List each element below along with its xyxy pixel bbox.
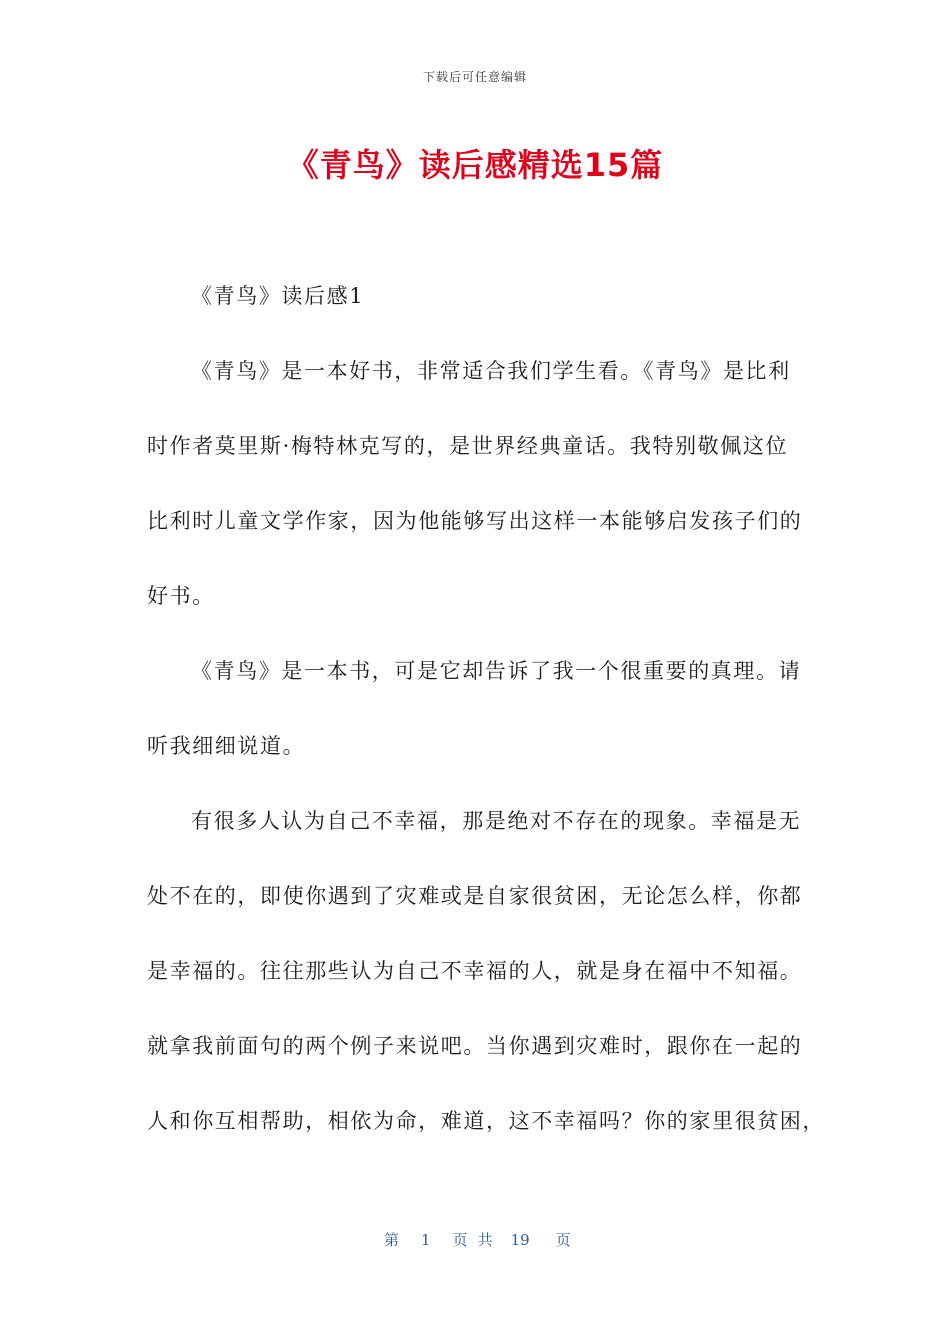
footer-page-label: 页 — [555, 1231, 571, 1249]
paragraph-line: 是幸福的。往往那些认为自己不幸福的人，就是身在福中不知福。 — [147, 959, 803, 983]
paragraph-line: 处不在的，即使你遇到了灾难或是自家很贫困，无论怎么样，你都 — [147, 884, 803, 908]
document-title: 《青鸟》读后感精选15篇 — [286, 146, 664, 184]
header-note: 下载后可任意编辑 — [422, 70, 527, 84]
paragraph-line: 比利时儿童文学作家，因为他能够写出这样一本能够启发孩子们的 — [147, 509, 803, 533]
footer-total-label: 共 — [477, 1231, 493, 1249]
paragraph-line: 人和你互相帮助，相依为命，难道，这不幸福吗？你的家里很贫困， — [147, 1109, 825, 1133]
footer-page-label: 第 — [384, 1231, 400, 1249]
paragraph-line: 《青鸟》是一本好书，非常适合我们学生看。《青鸟》是比利 — [191, 359, 791, 383]
page-footer — [384, 1229, 571, 1250]
paragraph-line: 有很多人认为自己不幸福，那是绝对不存在的现象。幸福是无 — [191, 809, 802, 833]
paragraph-line: 听我细细说道。 — [147, 734, 306, 758]
document-body — [147, 278, 825, 1178]
footer-total-pages: 19 — [510, 1231, 530, 1249]
paragraph-line: 就拿我前面句的两个例子来说吧。当你遇到灾难时，跟你在一起的 — [147, 1034, 803, 1058]
footer-current-page: 1 — [421, 1231, 431, 1249]
section-heading: 《青鸟》读后感1 — [191, 284, 365, 308]
footer-page-label: 页 — [452, 1231, 468, 1249]
paragraph-line: 《青鸟》是一本书，可是它却告诉了我一个很重要的真理。请 — [191, 659, 802, 683]
paragraph-line: 时作者莫里斯·梅特林克写的，是世界经典童话。我特别敬佩这位 — [147, 434, 789, 458]
paragraph-line: 好书。 — [147, 584, 215, 608]
